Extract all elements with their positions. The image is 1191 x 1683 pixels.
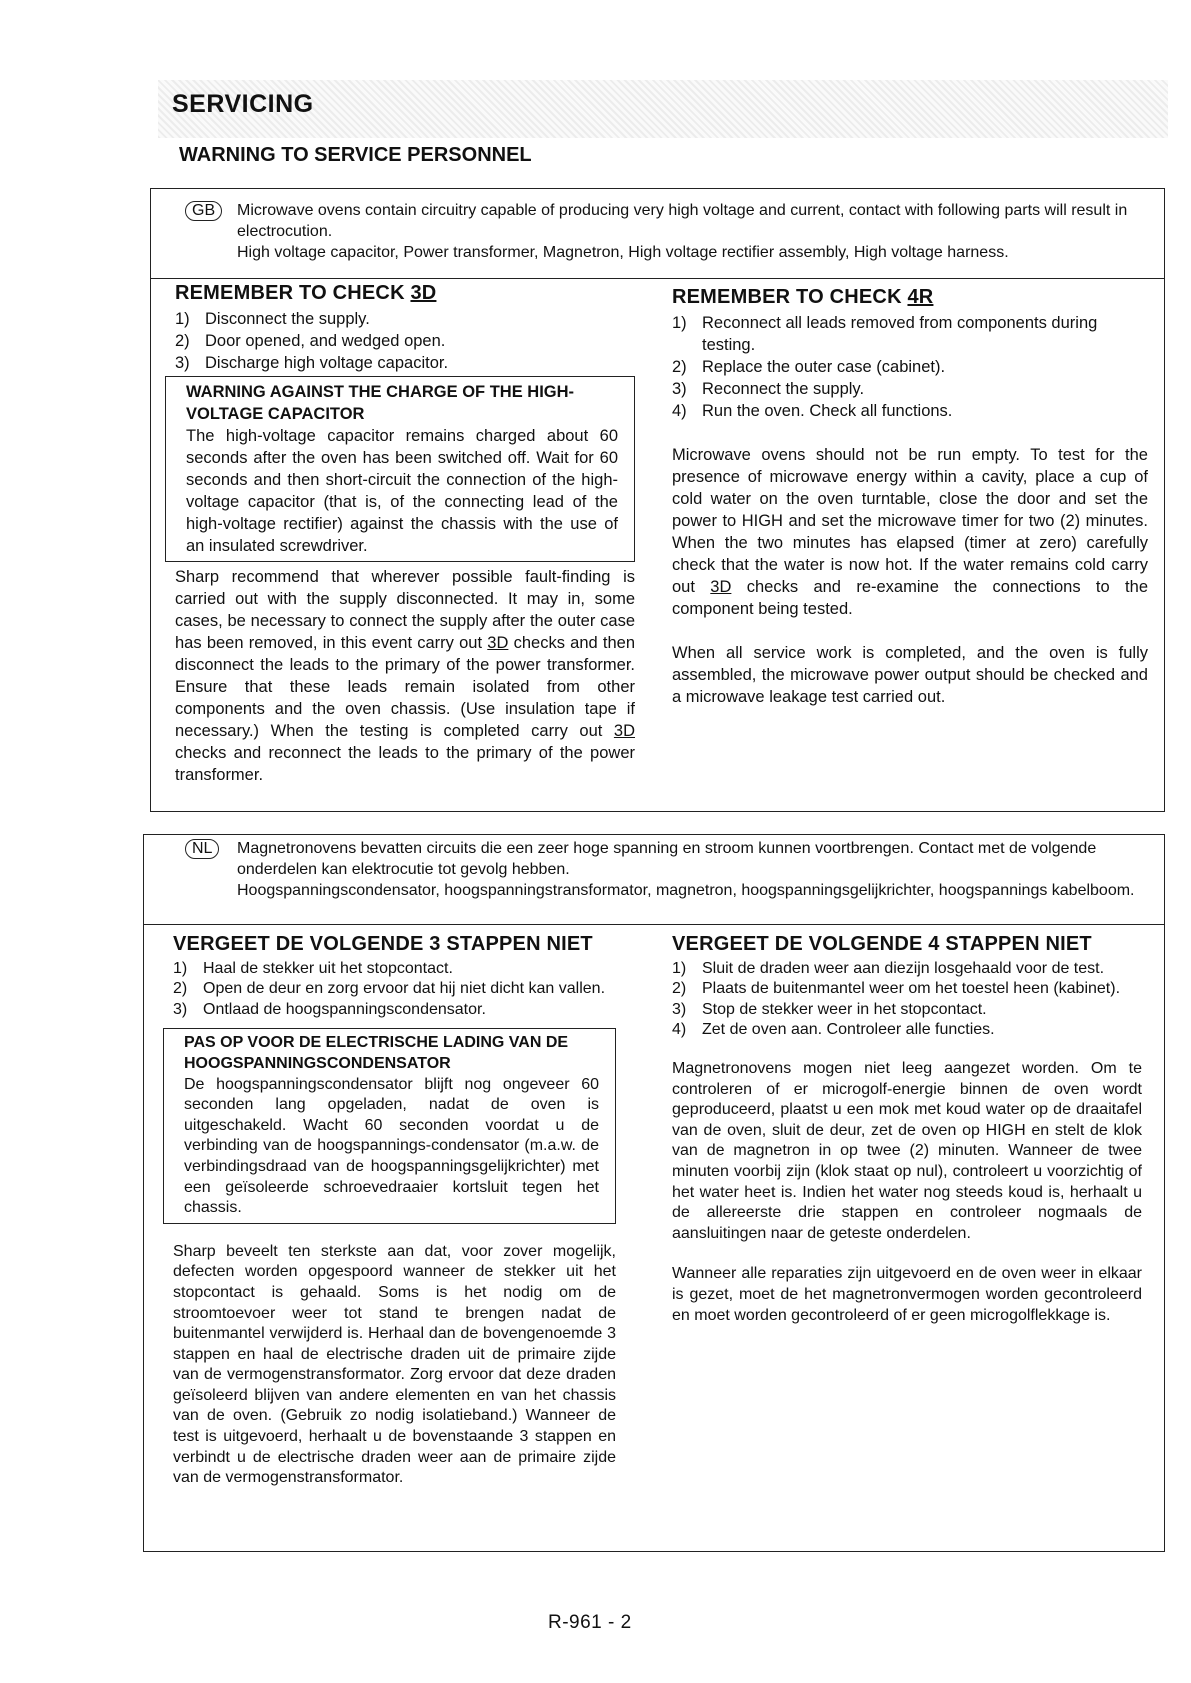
list-item: 2) Open de deur en zorg ervoor dat hij niet dicht kan vallen.: [173, 980, 606, 998]
nl-3-steps-list: [173, 959, 616, 1021]
gb-completion-paragraph: When all service work is completed, and the oven is fully assembled, the microwave power output should be checked and a microwave leakage test carried out.: [672, 644, 1148, 706]
nl-fault-finding-paragraph: Sharp beveelt ten sterkste aan dat, voor zover mogelijk, defecten worden opgespoord wanneer de stekker uit het stopcontact is gehaald. Soms is het nodig om de stroomtoevoer weer tot stand te brengen nadat de buitenmantel verwijderd is. Herhaal dan de bovengenoemde 3 stappen en haal de electrische draden uit de primaire zijde van de vermogenstransformator. Zorg ervoor dat deze draden geïsoleerd blijven van andere elementen en van het chassis van de oven. (Gebruik zo nodig isolatieband.) Wanneer de test is uitgevoerd, herhaalt u de bovenstaande 3 stappen en verbindt u de electrische draden weer aan de primaire zijde van de vermogenstransformator.: [173, 1242, 616, 1487]
list-item: 4) Run the oven. Check all functions.: [672, 402, 953, 420]
list-item: 2) Plaats de buitenmantel weer om het toestel heen (kabinet).: [672, 980, 1121, 998]
gb-intro: [185, 200, 1160, 261]
nl-intro: [185, 838, 1160, 899]
list-item: 3) Ontlaad de hoogspanningscondensator.: [173, 1000, 486, 1018]
nl-warning-title: PAS OP VOOR DE ELECTRISCHE LADING VAN DE HOOGSPANNINGSCONDENSATOR: [184, 1034, 569, 1072]
list-item: 1) Disconnect the supply.: [175, 310, 370, 328]
list-item: 3) Stop de stekker weer in het stopcontact.: [672, 1000, 987, 1018]
nl-warning-text: De hoogspanningscondensator blijft nog ongeveer 60 seconden lang opgeladen, nadat de oven is uitgeschakeld. Wacht 60 seconden voordat u de verbinding van de hoogspannings-condensator (m.a.w. de verbindingsdraad van de hoogspanningsgelijkrichter) met een geïsoleerde schroevedraaier kortsluit tegen het chassis.: [184, 1075, 599, 1217]
gb-check-3d-steps: [175, 308, 635, 374]
list-item: 1) Sluit de draden weer aan diezijn losgehaald voor de test.: [672, 959, 1105, 977]
list-item: 3) Reconnect the supply.: [672, 380, 865, 398]
list-item: 2) Replace the outer case (cabinet).: [672, 358, 946, 376]
page-subtitle: WARNING TO SERVICE PERSONNEL: [179, 144, 532, 166]
gb-check-4r-heading: REMEMBER TO CHECK 4R: [672, 286, 934, 308]
nl-4-steps-list: [672, 959, 1142, 1041]
gb-parts-list: High voltage capacitor, Power transformer, Magnetron, High voltage rectifier assembly, High voltage harness.: [237, 244, 1009, 261]
nl-completion-paragraph: Wanneer alle reparaties zijn uitgevoerd en de oven weer in elkaar is gezet, moet de het magnetronvermogen worden gecontroleerd en moet worden gecontroleerd of er geen microgolflekkage is.: [672, 1265, 1142, 1324]
nl-3-steps-heading: VERGEET DE VOLGENDE 3 STAPPEN NIET: [173, 933, 593, 955]
list-item: 1) Haal de stekker uit het stopcontact.: [173, 959, 453, 977]
list-item: 2) Door opened, and wedged open.: [175, 332, 446, 350]
nl-left-column: [173, 934, 616, 1489]
gb-language-badge: GB: [185, 201, 222, 221]
gb-energy-test-paragraph: Microwave ovens should not be run empty. To test for the presence of microwave energy within a cavity, place a cup of cold water on the oven turntable, close the door and set the power to HIGH and set the microwave timer for two (2) minutes. When the two minutes has elapsed (timer at zero) carefully check that the water is now hot. If the water remains cold carry out 3D checks and re-examine the connections to the component being tested.: [672, 446, 1148, 618]
nl-intro-text: Magnetronovens bevatten circuits die een zeer hoge spanning en stroom kunnen voortbrengen. Contact met de volgende onderdelen kan elektrocutie tot gevolg hebben.: [237, 840, 1097, 878]
gb-check-4r-steps: [672, 312, 1148, 422]
gb-divider: [150, 278, 1165, 279]
gb-warning-title: WARNING AGAINST THE CHARGE OF THE HIGH-VOLTAGE CAPACITOR: [186, 383, 575, 423]
gb-right-column: [672, 286, 1148, 708]
nl-right-column: [672, 934, 1142, 1326]
gb-intro-text: Microwave ovens contain circuitry capable of producing very high voltage and current, contact with following parts will result in electrocution.: [237, 202, 1128, 240]
gb-left-column: [175, 282, 635, 786]
nl-capacitor-warning-box: [163, 1028, 616, 1223]
page-number: R-961 - 2: [548, 1612, 632, 1633]
gb-fault-finding-paragraph: Sharp recommend that wherever possible fault-finding is carried out with the supply disconnected. It may in, some cases, be necessary to connect the supply after the outer case has been removed, in this event carry out 3D checks and then disconnect the leads to the primary of the power transformer. Ensure that these leads remain isolated from other components and the oven chassis. (Use insulation tape if necessary.) When the testing is completed carry out 3D checks and reconnect the leads to the primary of the power transformer.: [175, 568, 636, 784]
nl-4-steps-heading: VERGEET DE VOLGENDE 4 STAPPEN NIET: [672, 933, 1092, 955]
gb-check-3d-heading: REMEMBER TO CHECK 3D: [175, 282, 437, 304]
nl-divider: [143, 924, 1165, 925]
page-title: SERVICING: [172, 90, 314, 118]
list-item: 1) Reconnect all leads removed from components during testing.: [672, 314, 1098, 354]
list-item: 4) Zet de oven aan. Controleer alle functies.: [672, 1021, 995, 1039]
nl-energy-test-paragraph: Magnetronovens mogen niet leeg aangezet worden. Om te controleren of er microgolf-energie binnen de oven wordt geproduceerd, plaatst u een mok met koud water op de draaitafel van de oven, sluit de deur, zet de oven op HIGH en stelt de klok van de magnetron in op twee (2) minuten. Wanneer de twee minuten voorbij zijn (klok staat op nul), controleert u voorzichtig of het water heet is. Indien het water nog steeds koud is, herhaalt u de allereerste drie stappen en controleer nogmaals de aansluitingen naar de geteste onderdelen.: [672, 1059, 1142, 1242]
list-item: 3) Discharge high voltage capacitor.: [175, 354, 449, 372]
gb-capacitor-warning-box: [165, 376, 635, 562]
gb-warning-text: The high-voltage capacitor remains charged about 60 seconds after the oven has been switched off. Wait for 60 seconds and then short-circuit the connection of the high-voltage capacitor (that is, of the connecting lead of the high-voltage rectifier) against the chassis with the use of an insulated screwdriver.: [186, 427, 618, 555]
nl-language-badge: NL: [185, 839, 219, 859]
nl-parts-list: Hoogspanningscondensator, hoogspanningstransformator, magnetron, hoogspanningsgelijkrichter, hoogspannings kabelboom.: [237, 882, 1135, 899]
